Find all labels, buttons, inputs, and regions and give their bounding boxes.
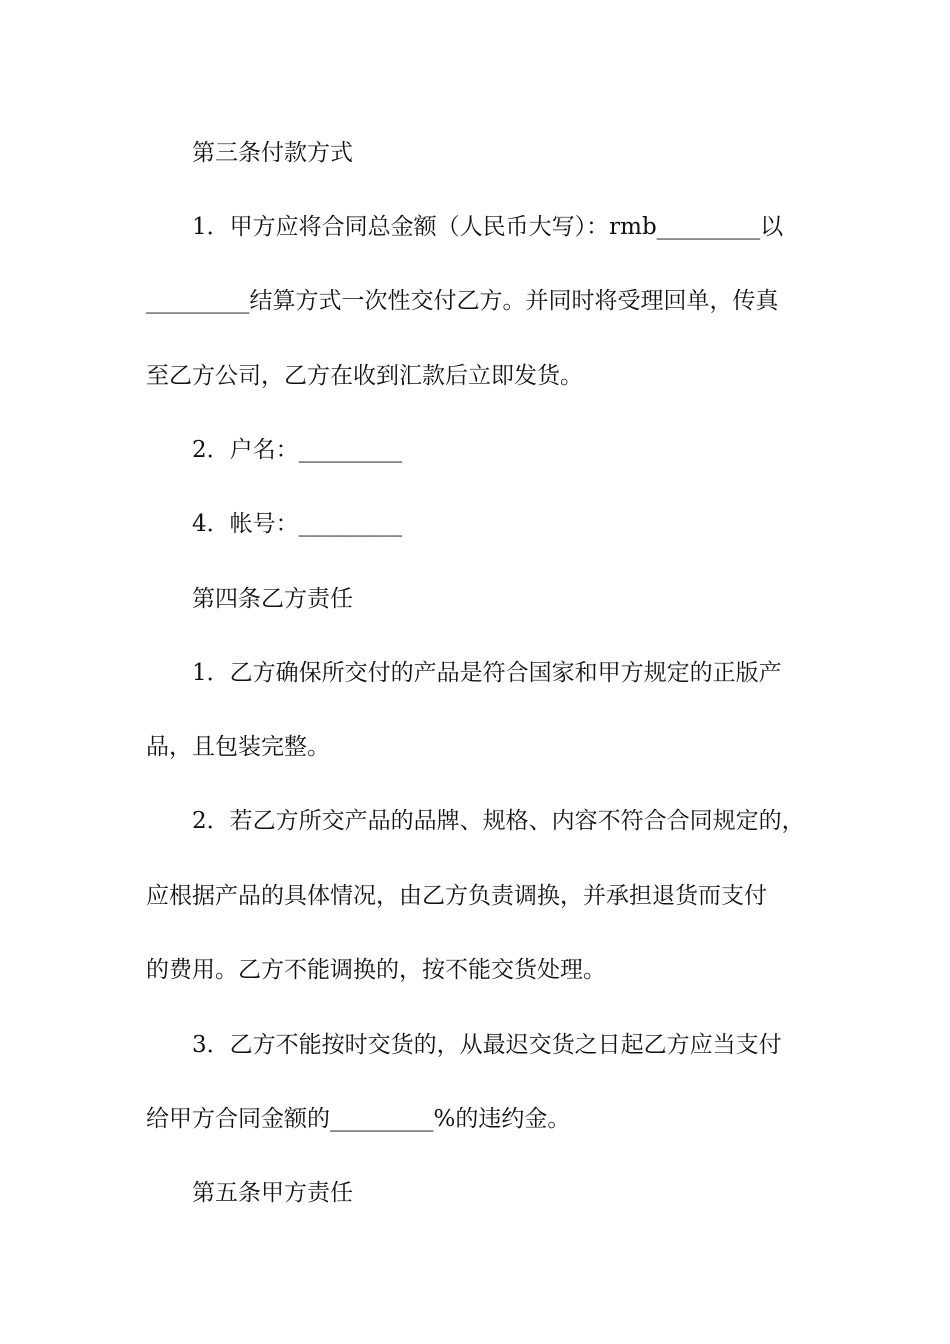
section-heading-payment: 第三条付款方式 [192, 140, 353, 166]
account-number-line: 4．帐号：_________ [192, 511, 403, 537]
paragraph-line: 品，且包装完整。 [146, 734, 330, 760]
paragraph-line: 2．若乙方所交产品的品牌、规格、内容不符合合同规定的， [192, 808, 805, 834]
paragraph-line: 给甲方合同金额的_________%的违约金。 [146, 1106, 571, 1132]
paragraph-line: 1．乙方确保所交付的产品是符合国家和甲方规定的正版产 [192, 660, 782, 686]
paragraph-line: 应根据产品的具体情况，由乙方负责调换，并承担退货而支付 [146, 883, 767, 909]
section-heading-party-b: 第四条乙方责任 [192, 586, 353, 612]
paragraph-line: 至乙方公司，乙方在收到汇款后立即发货。 [146, 363, 583, 389]
paragraph-line: 3．乙方不能按时交货的，从最迟交货之日起乙方应当支付 [192, 1032, 782, 1058]
paragraph-line: 的费用。乙方不能调换的，按不能交货处理。 [146, 957, 606, 983]
section-heading-party-a: 第五条甲方责任 [192, 1180, 353, 1206]
account-name-line: 2．户名：_________ [192, 437, 403, 463]
paragraph-line: 1．甲方应将合同总金额（人民币大写）：rmb_________以 [192, 214, 784, 240]
paragraph-line: _________结算方式一次性交付乙方。并同时将受理回单，传真 [146, 288, 779, 314]
